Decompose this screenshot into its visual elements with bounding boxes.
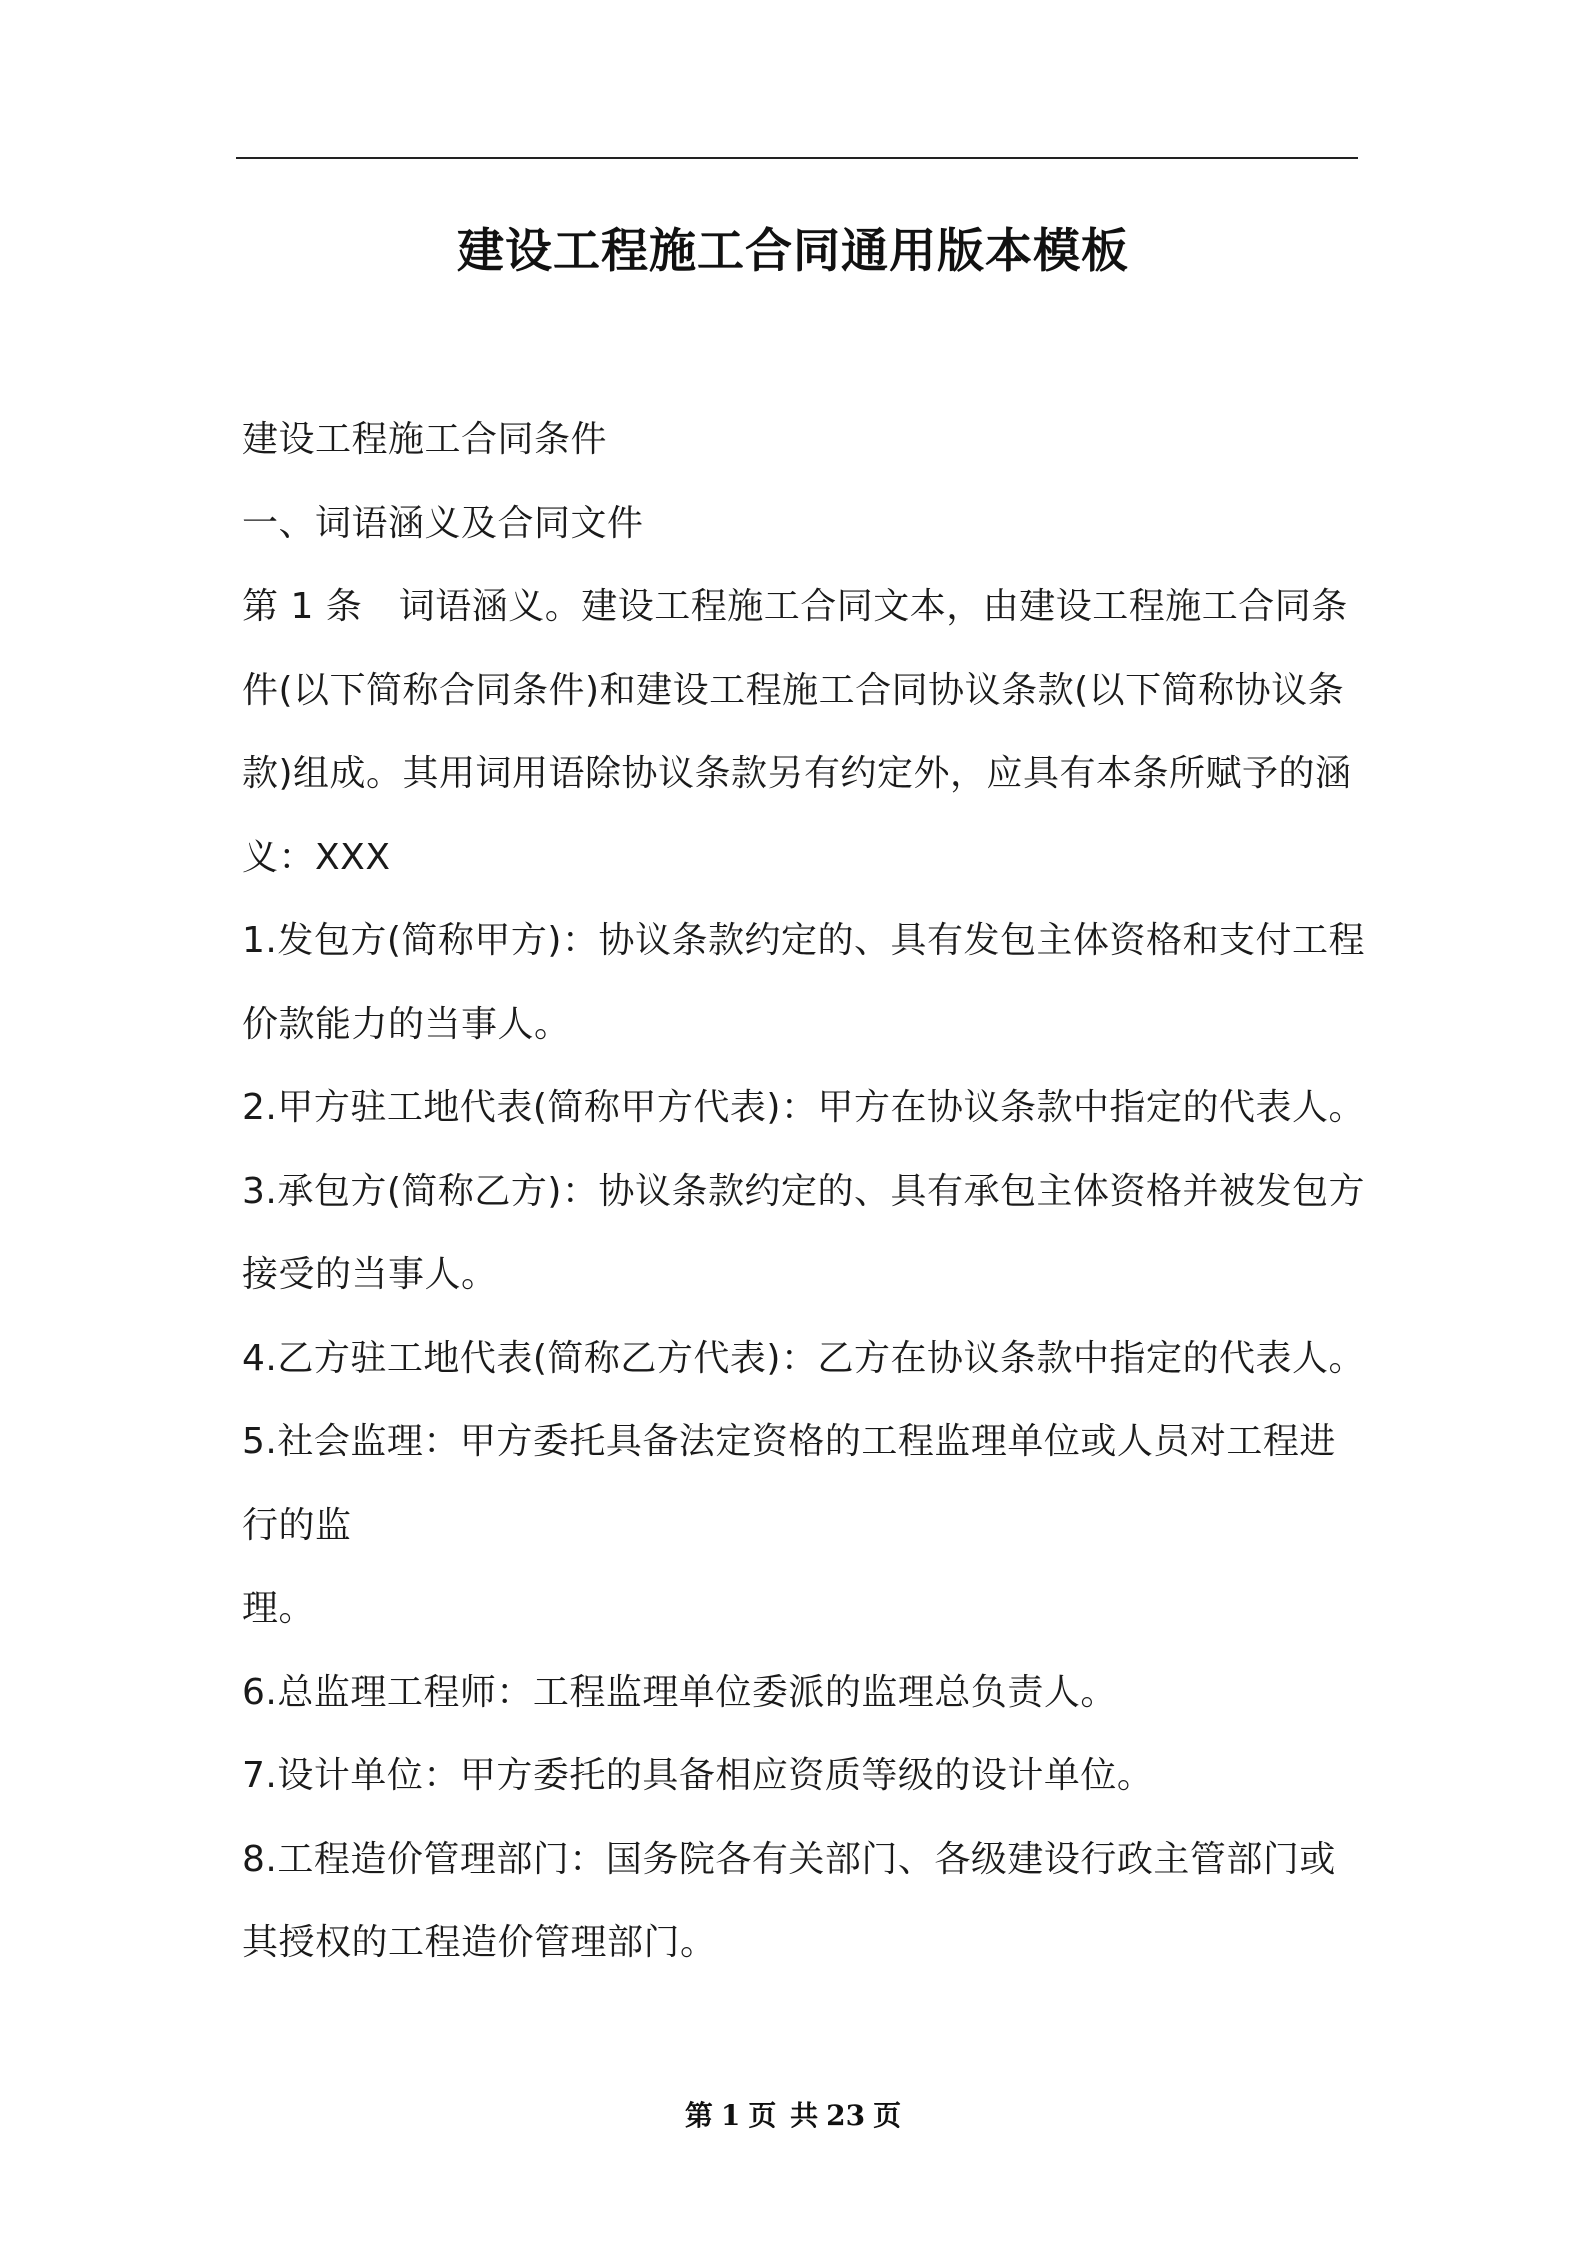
footer-label: 页 共 [748,2099,819,2132]
total-page-count: 23 [826,2099,866,2132]
header-rule [236,157,1358,159]
definition-item: 5.社会监理：甲方委托具备法定资格的工程监理单位或人员对工程进行的监 理。 [242,1421,1336,1629]
definition-item: 4.乙方驻工地代表(简称乙方代表)：乙方在协议条款中指定的代表人。 [242,1337,1365,1379]
definition-item: 3.承包方(简称乙方)：协议条款约定的、具有承包主体资格并被发包方接受的当事人。 [242,1170,1365,1295]
section-heading: 建设工程施工合同条件 [242,419,608,460]
definition-item: 8.工程造价管理部门：国务院各有关部门、各级建设行政主管部门或其授权的工程造价管理部门。 [242,1838,1336,1963]
document-title: 建设工程施工合同通用版本模板 [457,224,1129,279]
definition-item: 1.发包方(简称甲方)：协议条款约定的、具有发包主体资格和支付工程价款能力的当事人。 [242,920,1365,1045]
page-footer [0,2094,1586,2134]
definition-item: 2.甲方驻工地代表(简称甲方代表)：甲方在协议条款中指定的代表人。 [242,1087,1365,1128]
footer-label: 页 [873,2099,902,2132]
footer-label: 第 [684,2099,713,2132]
definition-item: 6.总监理工程师：工程监理单位委派的监理总负责人。 [242,1671,1117,1713]
document-body [242,398,1372,1985]
definition-item: 7.设计单位：甲方委托的具备相应资质等级的设计单位。 [242,1755,1154,1796]
article-paragraph: 第 1 条 词语涵义。建设工程施工合同文本，由建设工程施工合同条件(以下简称合同条件)和建设工程施工合同协议条款(以下简称协议条款)组成。其用词用语除协议条款另有约定外，应具有本条所赋予的涵义：XXX [242,586,1352,878]
chapter-heading: 一、词语涵义及合同文件 [242,502,644,544]
current-page-number: 1 [720,2099,741,2132]
